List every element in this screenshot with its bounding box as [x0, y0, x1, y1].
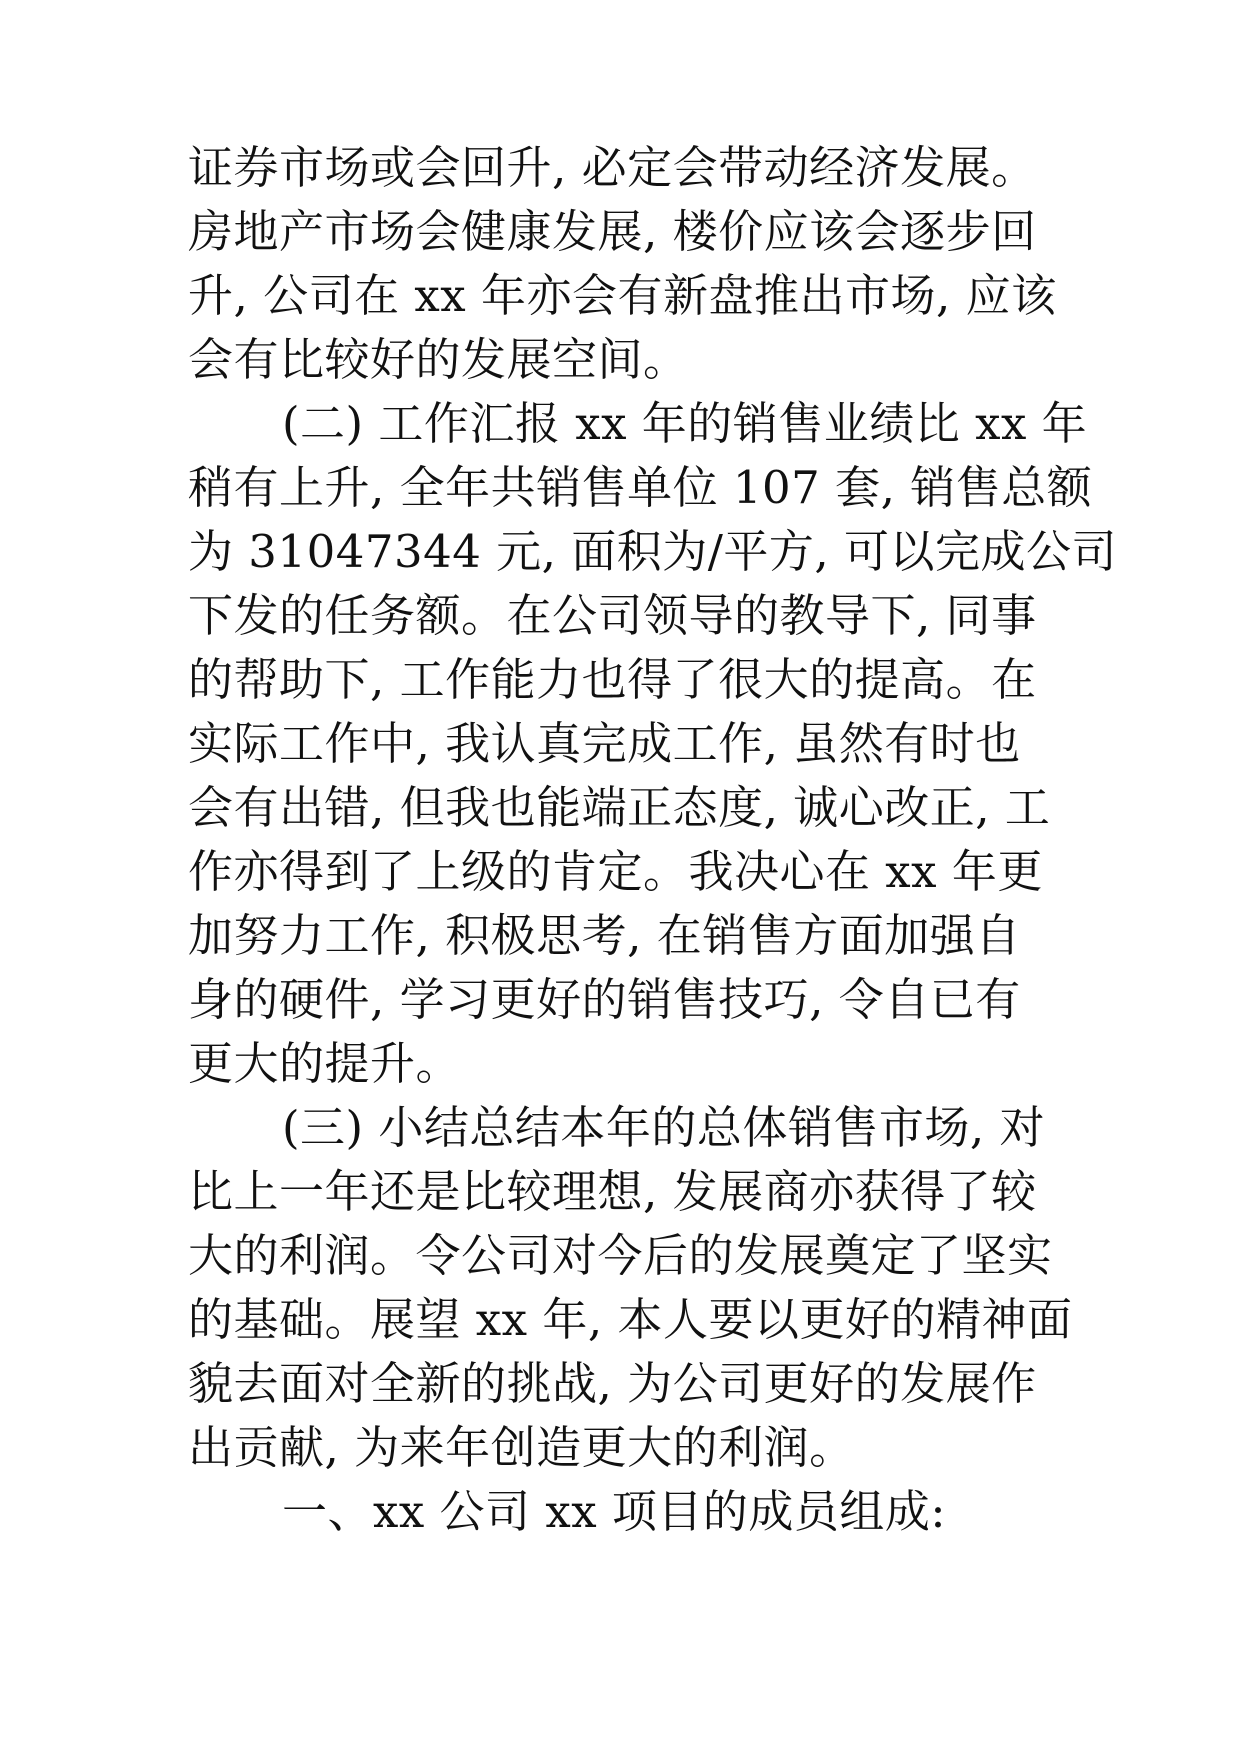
text-line: 的基础。展望 xx 年, 本人要以更好的精神面: [188, 1293, 1073, 1346]
text-line: 房地产市场会健康发展, 楼价应该会逐步回: [188, 205, 1037, 258]
text-line: 出贡献, 为来年创造更大的利润。: [188, 1421, 855, 1474]
paragraph-heading-line: (二) 工作汇报 xx 年的销售业绩比 xx 年: [282, 397, 1088, 450]
paragraph-heading-line: (三) 小结总结本年的总体销售市场, 对: [282, 1101, 1046, 1154]
text-line: 证券市场或会回升, 必定会带动经济发展。: [188, 141, 1037, 194]
text-line: 加努力工作, 积极思考, 在销售方面加强自: [188, 909, 1021, 962]
text-line: 的帮助下, 工作能力也得了很大的提高。在: [188, 653, 1037, 706]
text-line: 貌去面对全新的挑战, 为公司更好的发展作: [188, 1357, 1037, 1410]
text-line: 身的硬件, 学习更好的销售技巧, 令自已有: [188, 973, 1021, 1026]
text-line: 作亦得到了上级的肯定。我决心在 xx 年更: [188, 845, 1043, 898]
text-line: 为 31047344 元, 面积为/平方, 可以完成公司: [188, 525, 1118, 578]
text-line: 实际工作中, 我认真完成工作, 虽然有时也: [188, 717, 1021, 770]
text-line: 会有出错, 但我也能端正态度, 诚心改正, 工: [188, 781, 1051, 834]
text-line: 稍有上升, 全年共销售单位 107 套, 销售总额: [188, 461, 1093, 514]
text-line: 会有比较好的发展空间。: [188, 333, 689, 386]
text-line: 下发的任务额。在公司领导的教导下, 同事: [188, 589, 1037, 642]
text-line: 大的利润。令公司对今后的发展奠定了坚实: [188, 1229, 1053, 1282]
text-line: 升, 公司在 xx 年亦会有新盘推出市场, 应该: [188, 269, 1057, 322]
text-line: 更大的提升。: [188, 1037, 462, 1090]
text-line: 比上一年还是比较理想, 发展商亦获得了较: [188, 1165, 1037, 1218]
section-heading-line: 一、xx 公司 xx 项目的成员组成:: [282, 1485, 947, 1538]
